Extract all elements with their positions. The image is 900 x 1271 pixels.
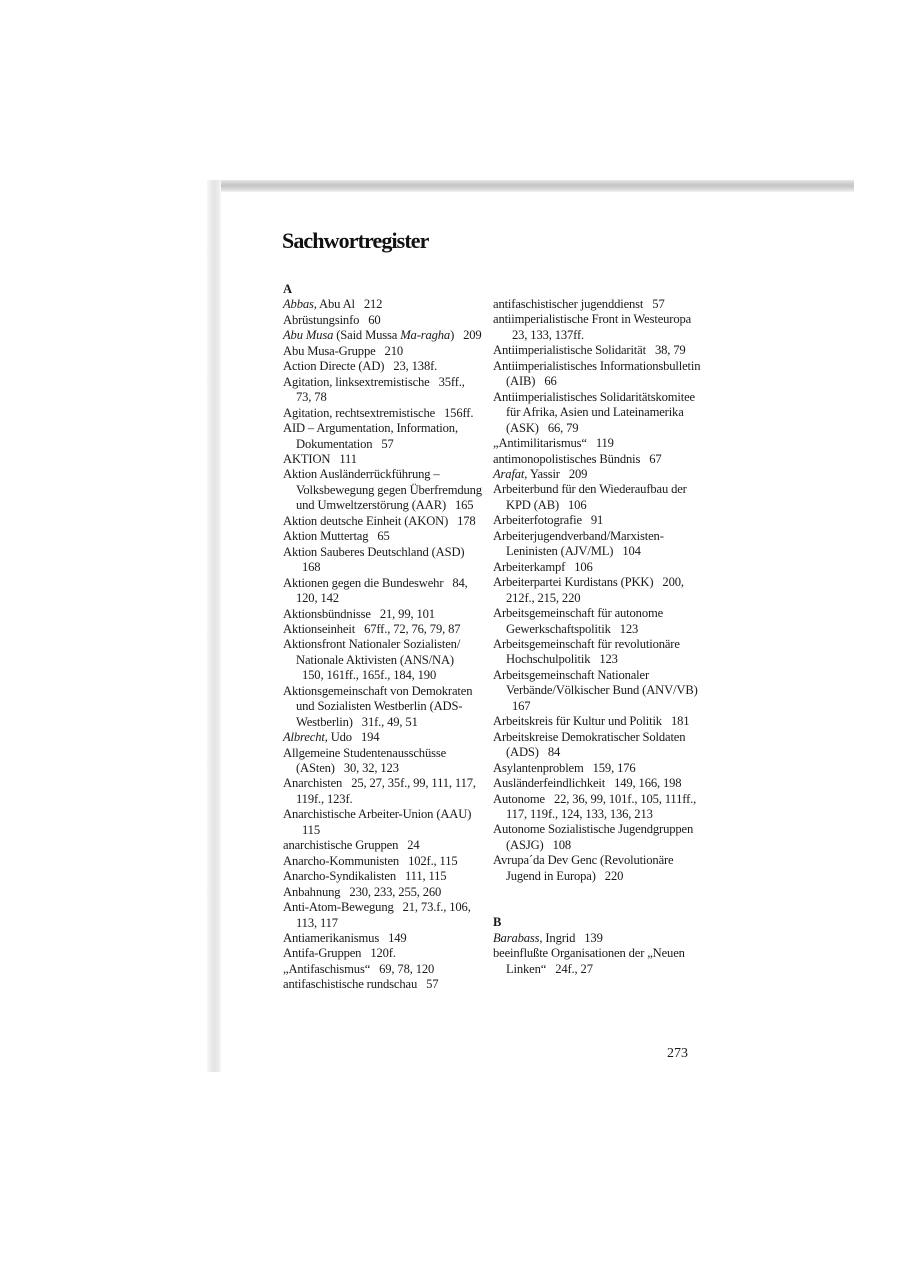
index-entry — [283, 885, 483, 900]
index-page-refs: 194 — [360, 730, 380, 745]
index-page-refs: 106 — [574, 559, 593, 574]
index-term: Anbahnung — [283, 884, 341, 899]
index-page-refs: 67 — [649, 451, 662, 466]
index-entry — [283, 869, 483, 884]
index-entry — [283, 452, 483, 467]
index-entry — [283, 746, 483, 777]
index-term: Anarcho-Kommunisten — [283, 853, 400, 868]
index-page-refs: 123 — [619, 621, 639, 636]
index-page-refs: 119 — [595, 436, 614, 451]
index-page-refs: 66, 79 — [547, 420, 579, 435]
index-page-refs: 57 — [381, 436, 394, 451]
index-entry — [283, 684, 483, 730]
index-term: Arafat, Yassir — [493, 466, 560, 481]
index-entry — [493, 853, 708, 884]
index-page-refs: 23, 133, 137ff. — [512, 327, 585, 342]
index-entry — [493, 297, 708, 312]
index-term: antifaschistischer jugenddienst — [493, 297, 644, 311]
index-term: Abbas, Abu Al — [283, 297, 355, 312]
index-term: Aktionsfront Nationaler Sozialisten/ Nationale Aktivisten (ANS/NA) — [283, 637, 461, 667]
index-term: Autonome — [493, 791, 545, 806]
index-term: antiimperialistische Front in Westeuropa — [493, 312, 692, 327]
page-number: 273 — [667, 1046, 688, 1061]
index-entry — [283, 946, 483, 961]
index-term: antifaschistische rundschau — [283, 977, 418, 992]
index-entry — [283, 328, 483, 343]
index-term: Avrupa´da Dev Genc (Revolutionäre Jugend in Europa) — [493, 853, 674, 883]
index-page-refs: 167 — [512, 698, 531, 713]
index-entry — [493, 931, 708, 946]
index-entry — [283, 900, 483, 931]
index-entry — [493, 730, 708, 761]
index-page-refs: 31f., 49, 51 — [361, 714, 418, 729]
index-entry — [493, 792, 708, 823]
index-entry — [283, 622, 483, 637]
index-term: „Antifaschismus“ — [283, 961, 371, 976]
index-page-refs: 209 — [568, 466, 588, 481]
index-entry — [283, 637, 483, 683]
index-term: antimonopolistisches Bündnis — [493, 451, 641, 466]
index-page-refs: 35ff., 73, 78 — [296, 374, 465, 405]
index-page-refs: 67ff., 72, 76, 79, 87 — [364, 621, 461, 636]
index-page-refs: 139 — [584, 930, 603, 945]
index-entry — [493, 482, 708, 513]
index-entry — [283, 344, 483, 359]
index-entry — [493, 560, 708, 575]
index-page-refs: 104 — [622, 544, 641, 559]
index-entry — [283, 576, 483, 607]
index-term: beeinflußte Organisationen der „Neuen Linken“ — [493, 946, 685, 976]
index-column-right — [493, 297, 708, 977]
index-page-refs: 24 — [407, 838, 420, 853]
index-page-refs: 168 — [302, 560, 321, 575]
index-column-left — [283, 282, 483, 993]
index-entry — [283, 375, 483, 406]
index-page-refs: 108 — [552, 837, 572, 852]
index-entry — [283, 977, 483, 992]
index-page-refs: 156ff. — [444, 405, 474, 420]
index-term: Aktion Muttertag — [283, 529, 369, 544]
index-term: Aktionseinheit — [283, 621, 356, 636]
index-page-refs: 178 — [457, 513, 476, 528]
index-entry — [493, 452, 708, 467]
index-term: Anarcho-Syndikalisten — [283, 869, 396, 884]
index-entry — [493, 822, 708, 853]
index-term: Aktion Sauberes Deutschland (ASD) — [283, 544, 465, 559]
index-entry — [283, 607, 483, 622]
index-term: Arbeiterpartei Kurdistans (PKK) — [493, 575, 654, 590]
index-entry — [283, 359, 483, 374]
index-page-refs: 149 — [388, 931, 407, 946]
index-page-refs: 209 — [463, 328, 482, 343]
index-page-refs: 65 — [377, 529, 390, 544]
index-entry — [493, 761, 708, 776]
index-entry — [493, 467, 708, 482]
index-entry — [493, 390, 708, 436]
index-term: Anti-Atom-Bewegung — [283, 900, 394, 915]
index-term: Asylantenproblem — [493, 760, 584, 775]
index-term: Ausländerfeindlichkeit — [493, 776, 606, 791]
index-entry — [493, 529, 708, 560]
index-entry — [283, 838, 483, 853]
index-term: Aktionsgemeinschaft von Demokraten und Sozialisten Westberlin (ADS-Westberlin) — [283, 683, 473, 729]
index-page-refs: 38, 79 — [654, 343, 686, 358]
index-page-refs: 150, 161ff., 165f., 184, 190 — [302, 668, 437, 683]
page-shadow-top — [218, 180, 854, 192]
index-entry — [493, 343, 708, 358]
index-term: Agitation, linksextremistische — [283, 374, 430, 389]
index-term: „Antimilitarismus“ — [493, 436, 587, 451]
section-letter: A — [283, 282, 292, 296]
section-letter: B — [493, 915, 502, 930]
index-entry — [283, 529, 483, 544]
index-page-refs: 159, 176 — [592, 760, 636, 775]
index-page-refs: 66 — [544, 374, 557, 389]
index-term: anarchistische Gruppen — [283, 838, 399, 853]
index-entry — [493, 436, 708, 451]
index-page-refs: 24f., 27 — [555, 961, 593, 976]
index-entry — [493, 946, 708, 977]
index-entry — [283, 421, 483, 452]
index-entry — [493, 575, 708, 606]
index-term: Aktion deutsche Einheit (AKON) — [283, 513, 449, 528]
index-term: Allgemeine Studentenausschüsse (ASten) — [283, 745, 447, 776]
index-page-refs: 149, 166, 198 — [614, 776, 682, 791]
index-entry — [493, 606, 708, 637]
index-term: Abu Musa (Said Mussa Ma-ragha) — [283, 328, 455, 343]
index-entry — [283, 467, 483, 513]
page-shadow-left — [207, 180, 221, 1072]
index-term: Arbeitskreis für Kultur und Politik — [493, 714, 662, 729]
index-term: AID – Argumentation, Information, Dokumentation — [283, 421, 458, 451]
index-term: Action Directe (AD) — [283, 359, 385, 374]
index-term: Antiimperialistische Solidarität — [493, 343, 646, 358]
index-entry — [283, 313, 483, 328]
index-entry — [493, 637, 708, 668]
index-term: Arbeitsgemeinschaft für autonome Gewerkschaftspolitik — [493, 606, 664, 636]
index-term: Abu Musa-Gruppe — [283, 343, 376, 358]
index-page-refs: 230, 233, 255, 260 — [349, 884, 442, 899]
index-page-refs: 123 — [599, 652, 618, 667]
index-term: Anarchisten — [283, 776, 343, 791]
index-entry — [283, 730, 483, 745]
index-term: Arbeiterjugendverband/Marxisten-Leninisten (AJV/ML) — [493, 528, 664, 559]
index-term: Anarchistische Arbeiter-Union (AAU) — [283, 807, 472, 822]
index-term: AKTION — [283, 451, 331, 466]
index-entry — [283, 854, 483, 869]
index-term: Albrecht, Udo — [283, 730, 352, 745]
index-term: Arbeiterbund für den Wiederaufbau der KPD (AB) — [493, 482, 687, 512]
index-term: Arbeitskreise Demokratischer Soldaten (ADS) — [493, 729, 686, 760]
index-page-refs: 57 — [652, 297, 665, 311]
index-page-refs: 111, 115 — [404, 869, 447, 884]
index-term: Antifa-Gruppen — [283, 946, 362, 961]
index-page-refs: 106 — [568, 497, 587, 512]
index-page-refs: 165 — [455, 498, 474, 513]
index-term: Barabass, Ingrid — [493, 930, 576, 945]
index-page-refs: 25, 27, 35f., 99, 111, 117, 119f., 123f. — [296, 776, 476, 806]
index-page-refs: 91 — [590, 513, 604, 528]
index-entry — [283, 776, 483, 807]
index-page-refs: 102f., 115 — [408, 853, 458, 868]
index-entry — [283, 545, 483, 576]
index-page-refs: 111 — [339, 451, 357, 466]
index-term: Abrüstungsinfo — [283, 312, 360, 327]
index-page-refs: 200, 212f., 215, 220 — [506, 575, 684, 605]
section-gap — [493, 884, 708, 915]
index-entry — [493, 776, 708, 791]
index-entry — [283, 962, 483, 977]
index-page-refs: 210 — [384, 343, 403, 358]
index-entry — [493, 513, 708, 528]
index-page-refs: 115 — [302, 822, 320, 837]
index-entry — [493, 312, 708, 343]
page-title: Sachwortregister — [282, 228, 429, 253]
index-term: Antiimperialistisches Solidaritätskomitee für Afrika, Asien und Lateinamerika (ASK) — [493, 389, 695, 435]
index-term: Aktionsbündnisse — [283, 606, 371, 621]
index-entry — [493, 714, 708, 729]
index-page-refs: 69, 78, 120 — [379, 961, 435, 976]
index-entry — [283, 514, 483, 529]
index-page-refs: 21, 99, 101 — [379, 606, 435, 621]
index-page-refs: 212 — [363, 297, 383, 312]
index-page-refs: 84 — [547, 745, 561, 760]
index-entry — [283, 297, 483, 312]
index-entry — [283, 406, 483, 421]
index-page-refs: 23, 138f. — [393, 359, 438, 374]
index-entry — [283, 807, 483, 838]
index-term: Aktionen gegen die Bundeswehr — [283, 575, 444, 590]
index-page-refs: 181 — [670, 714, 690, 729]
index-page-refs: 21, 73.f., 106, 113, 117 — [296, 900, 471, 930]
index-term: Autonome Sozialistische Jugendgruppen (ASJG) — [493, 822, 694, 852]
index-term: Arbeiterfotografie — [493, 513, 582, 528]
index-term: Antiimperialistisches Informationsbulletin (AIB) — [493, 358, 701, 389]
index-page-refs: 57 — [426, 977, 439, 992]
index-term: Antiamerikanismus — [283, 931, 380, 946]
index-term: Arbeitsgemeinschaft für revolutionäre Hochschulpolitik — [493, 636, 680, 667]
index-term: Agitation, rechtsextremistische — [283, 405, 436, 420]
index-term: Aktion Ausländerrückführung – Volksbewegung gegen Überfremdung und Umweltzerstörung (AAR) — [283, 467, 482, 513]
index-entry — [493, 359, 708, 390]
index-entry — [493, 668, 708, 714]
index-entry — [283, 931, 483, 946]
index-term: Arbeiterkampf — [493, 559, 566, 574]
index-page-refs: 22, 36, 99, 101f., 105, 111ff., 117, 119f., 124, 133, 136, 213 — [506, 791, 697, 821]
index-term: Arbeitsgemeinschaft Nationaler Verbände/Völkischer Bund (ANV/VB) — [493, 667, 698, 698]
index-page-refs: 84, 120, 142 — [296, 575, 468, 606]
index-page-refs: 60 — [368, 312, 381, 327]
index-page-refs: 30, 32, 123 — [343, 761, 399, 776]
index-page-refs: 220 — [604, 868, 624, 883]
index-page-refs: 120f. — [370, 946, 396, 961]
